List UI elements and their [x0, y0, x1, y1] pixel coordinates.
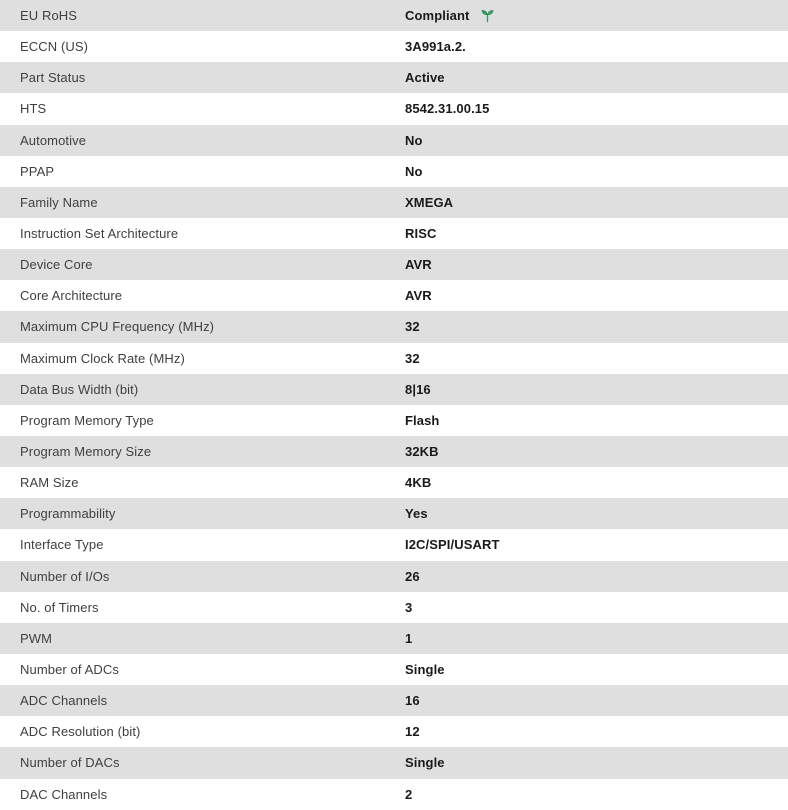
spec-value-cell [405, 39, 466, 54]
spec-value-cell [405, 537, 499, 552]
spec-label: No. of Timers [20, 599, 99, 615]
spec-value-cell [405, 257, 432, 272]
spec-row [0, 685, 788, 716]
spec-value-cell [405, 288, 432, 303]
spec-label: Instruction Set Architecture [20, 226, 179, 242]
spec-value: AVR [405, 257, 432, 273]
spec-row [0, 0, 788, 31]
spec-label: Interface Type [20, 537, 104, 553]
spec-value-cell [405, 164, 423, 179]
spec-value-cell [405, 101, 489, 116]
spec-value: 32 [405, 350, 420, 366]
spec-value-cell [405, 755, 445, 770]
spec-label: ADC Channels [20, 693, 108, 709]
spec-row [0, 125, 788, 156]
spec-value: Single [405, 662, 445, 678]
spec-label: Automotive [20, 132, 87, 148]
spec-value: No [405, 132, 423, 148]
spec-value: 32 [405, 319, 420, 335]
spec-row [0, 218, 788, 249]
spec-row [0, 343, 788, 374]
spec-row [0, 529, 788, 560]
spec-value-cell [405, 133, 423, 148]
spec-value-cell [405, 70, 445, 85]
spec-label: Part Status [20, 70, 86, 86]
spec-value: 16 [405, 693, 420, 709]
spec-label: RAM Size [20, 475, 79, 491]
spec-value-cell [405, 724, 420, 739]
spec-value-cell [405, 662, 445, 677]
spec-value: 3 [405, 599, 413, 615]
spec-value: 26 [405, 568, 420, 584]
spec-label: HTS [20, 101, 47, 117]
spec-value: I2C/SPI/USART [405, 537, 500, 553]
spec-label: Family Name [20, 194, 98, 210]
spec-value: No [405, 163, 423, 179]
spec-label: ECCN (US) [20, 39, 89, 55]
spec-value: Compliant [405, 8, 470, 24]
spec-label: Number of DACs [20, 755, 120, 771]
spec-value-cell [405, 351, 420, 366]
spec-value-cell [405, 444, 439, 459]
spec-label: PWM [20, 630, 53, 646]
spec-value-cell [405, 787, 412, 802]
spec-value-cell [405, 506, 428, 521]
spec-value: 2 [405, 786, 413, 802]
spec-value-cell [405, 631, 412, 646]
spec-value: Single [405, 755, 445, 771]
spec-row [0, 62, 788, 93]
spec-row [0, 623, 788, 654]
spec-row [0, 93, 788, 124]
spec-value: 3A991a.2. [405, 39, 466, 55]
spec-value: Flash [405, 412, 440, 428]
spec-value: 1 [405, 630, 413, 646]
spec-value: AVR [405, 288, 432, 304]
spec-label: DAC Channels [20, 786, 108, 802]
spec-row [0, 498, 788, 529]
spec-row [0, 592, 788, 623]
spec-value: 12 [405, 724, 420, 740]
spec-value-cell [405, 693, 420, 708]
spec-value-cell [405, 8, 495, 23]
spec-value: 8542.31.00.15 [405, 101, 490, 117]
spec-label: Core Architecture [20, 288, 123, 304]
spec-label: PPAP [20, 163, 55, 179]
spec-row [0, 311, 788, 342]
spec-value: 4KB [405, 475, 432, 491]
spec-row [0, 374, 788, 405]
spec-label: EU RoHS [20, 8, 78, 24]
spec-row [0, 249, 788, 280]
spec-label: Maximum Clock Rate (MHz) [20, 350, 185, 366]
spec-row [0, 779, 788, 810]
spec-value-cell [405, 475, 431, 490]
rohs-leaf-icon[interactable] [480, 8, 495, 23]
spec-value-cell [405, 382, 431, 397]
spec-value: XMEGA [405, 194, 454, 210]
spec-row [0, 31, 788, 62]
spec-value: 8|16 [405, 381, 431, 397]
spec-value: 32KB [405, 444, 439, 460]
spec-label: ADC Resolution (bit) [20, 724, 141, 740]
spec-value-cell [405, 195, 453, 210]
spec-value: RISC [405, 226, 437, 242]
spec-row [0, 467, 788, 498]
spec-label: Programmability [20, 506, 116, 522]
spec-label: Data Bus Width (bit) [20, 381, 139, 397]
spec-value-cell [405, 319, 420, 334]
spec-label: Number of ADCs [20, 662, 119, 678]
spec-row [0, 280, 788, 311]
spec-value-cell [405, 226, 436, 241]
spec-row [0, 156, 788, 187]
spec-row [0, 405, 788, 436]
spec-value-cell [405, 413, 439, 428]
spec-row [0, 716, 788, 747]
spec-value-cell [405, 600, 412, 615]
spec-row [0, 436, 788, 467]
spec-label: Device Core [20, 257, 93, 273]
spec-row [0, 654, 788, 685]
spec-value: Yes [405, 506, 428, 522]
spec-label: Program Memory Size [20, 444, 152, 460]
spec-value-cell [405, 569, 420, 584]
spec-label: Maximum CPU Frequency (MHz) [20, 319, 215, 335]
spec-row [0, 561, 788, 592]
spec-row [0, 747, 788, 778]
spec-row [0, 187, 788, 218]
spec-value: Active [405, 70, 445, 86]
spec-label: Number of I/Os [20, 568, 110, 584]
spec-label: Program Memory Type [20, 412, 154, 428]
